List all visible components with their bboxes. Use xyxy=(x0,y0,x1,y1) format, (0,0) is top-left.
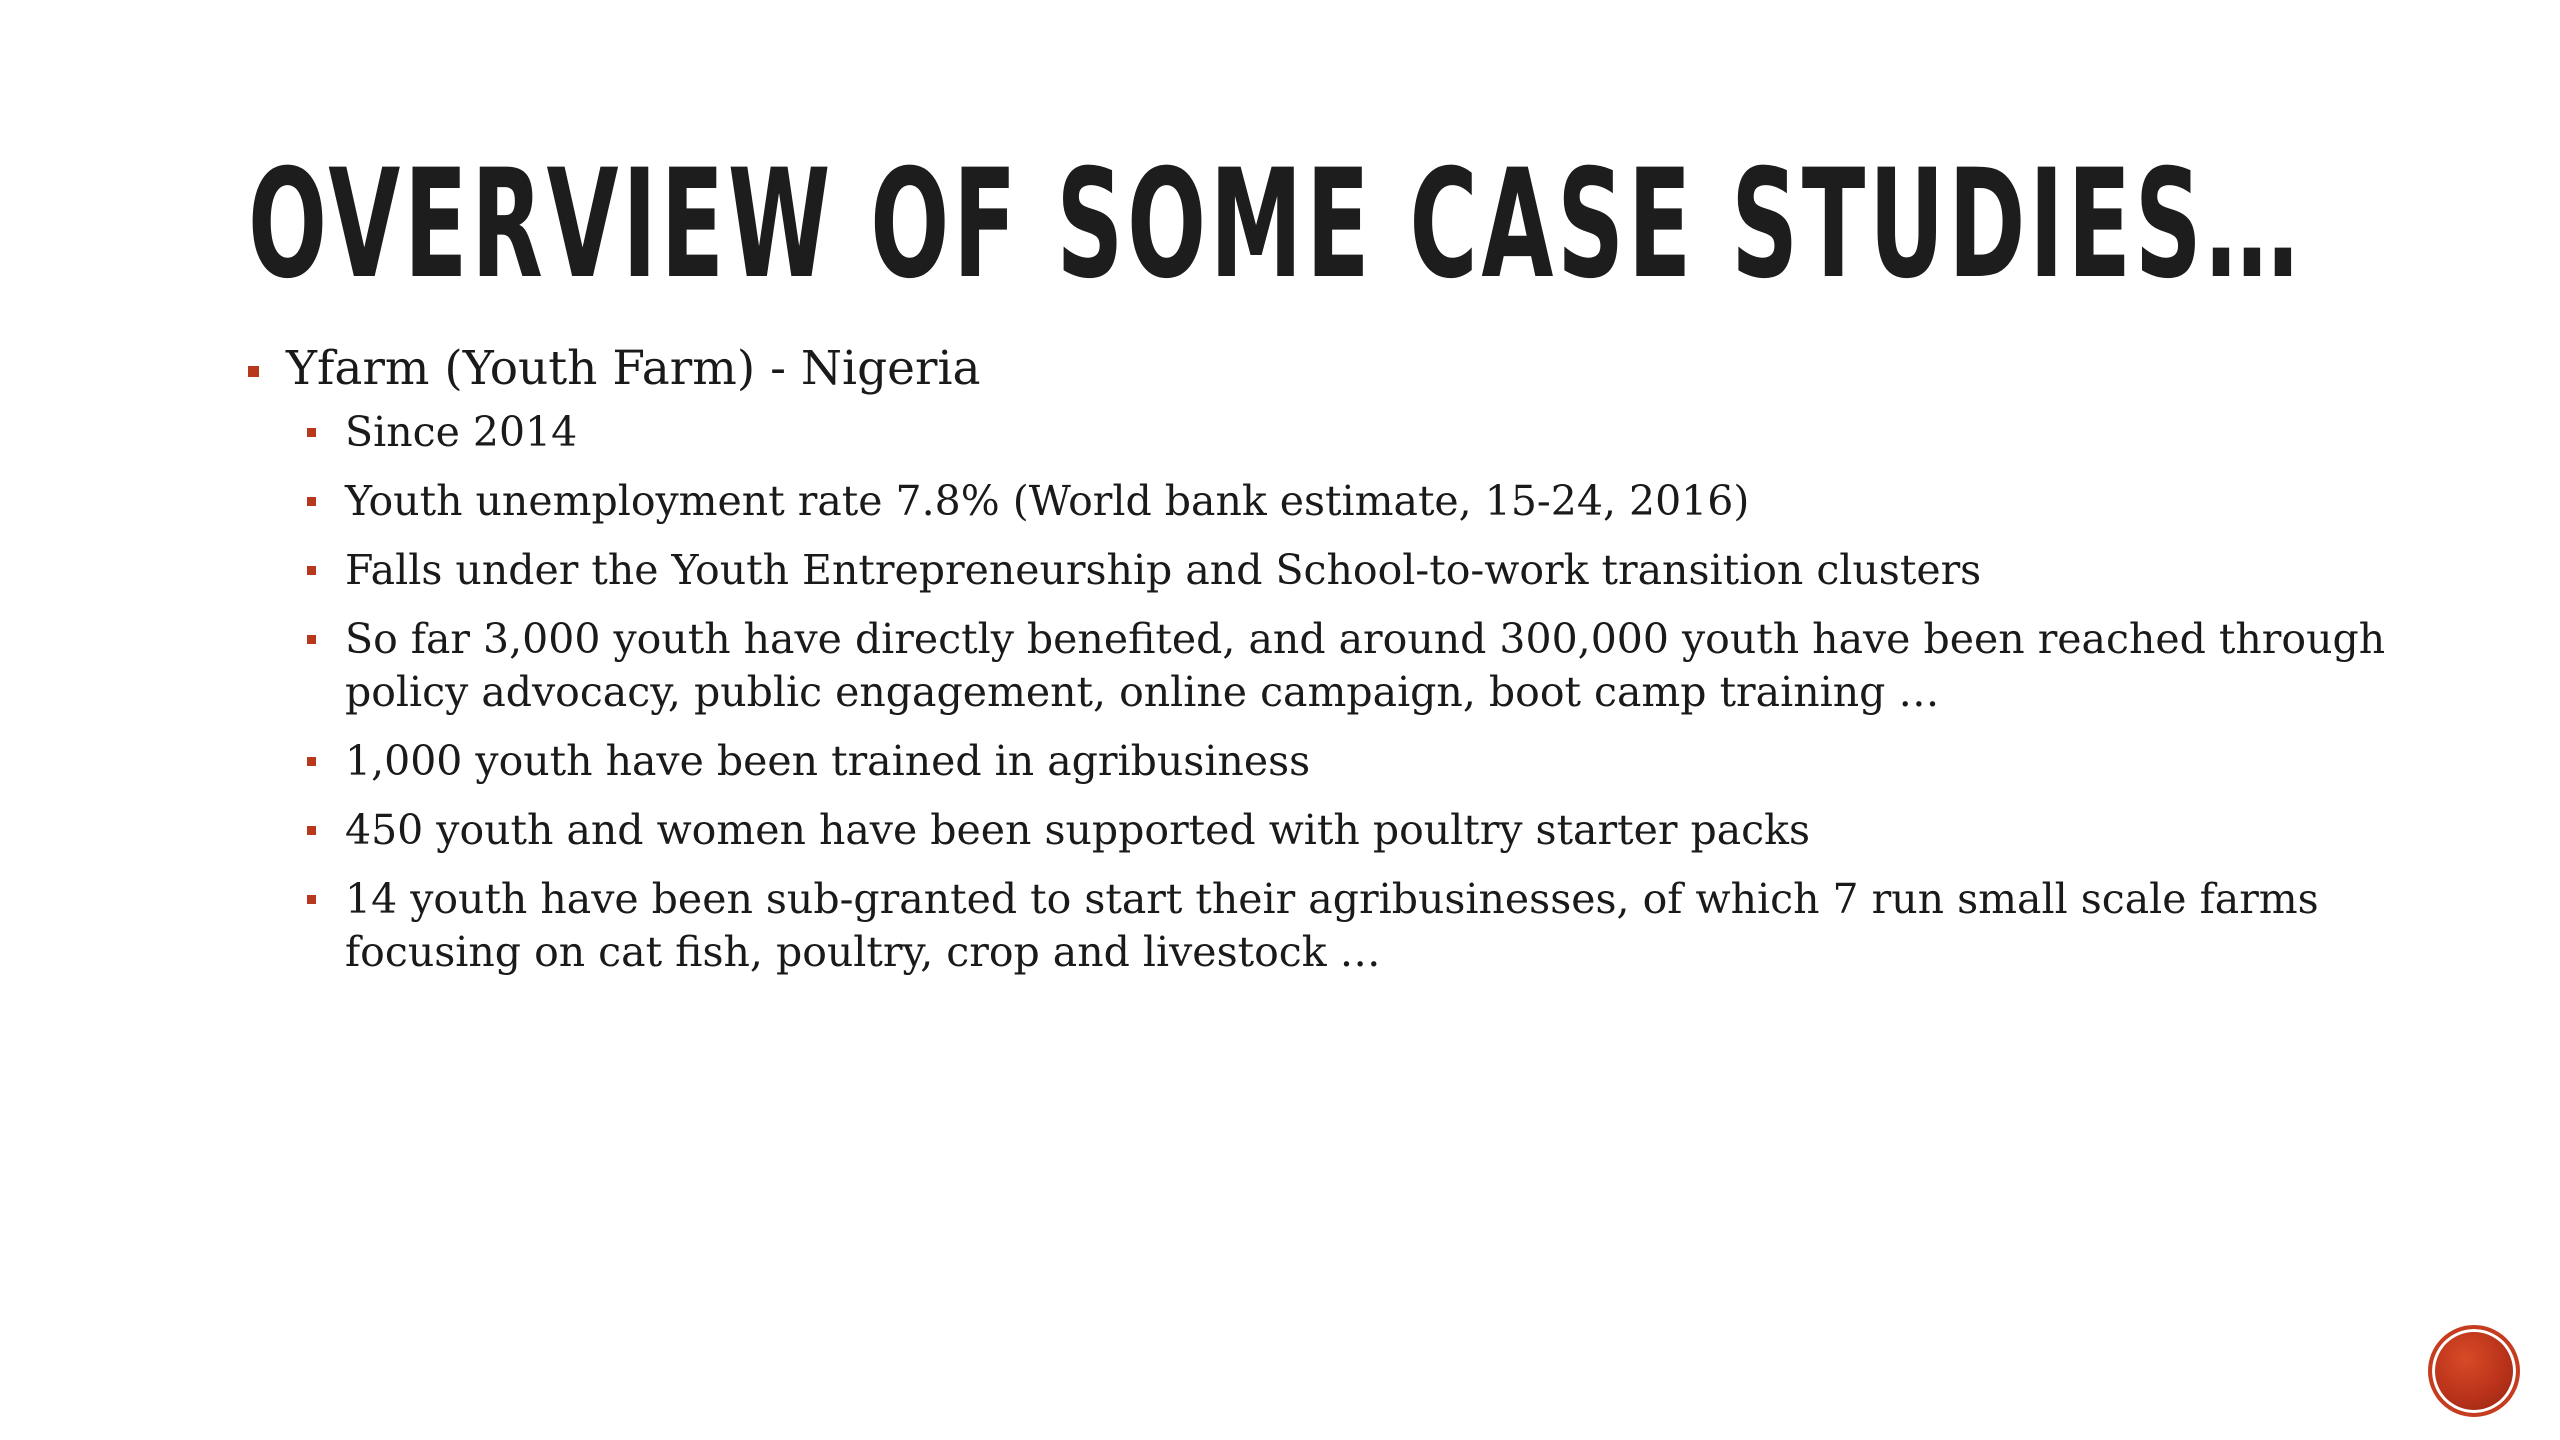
list-item xyxy=(307,735,2448,788)
square-bullet-icon xyxy=(307,497,316,506)
square-bullet-icon xyxy=(307,757,316,766)
list-item xyxy=(307,544,2448,597)
sub-bullet-text: So far 3,000 youth have directly benefited, and around 300,000 youth have been reached through policy advocacy, public engagement, online campaign, boot camp training … xyxy=(345,615,2386,716)
square-bullet-icon xyxy=(307,635,316,644)
square-bullet-icon xyxy=(307,895,316,904)
square-bullet-icon xyxy=(307,428,316,437)
sub-bullet-text: 450 youth and women have been supported with poultry starter packs xyxy=(345,806,1811,854)
list-item xyxy=(307,873,2448,979)
slide-title: OVERVIEW OF SOME CASE STUDIES… xyxy=(248,138,2303,312)
main-bullet-text: Yfarm (Youth Farm) - Nigeria xyxy=(286,341,981,396)
sub-bullet-list xyxy=(286,406,2448,979)
list-item xyxy=(307,804,2448,857)
sub-bullet-text: Since 2014 xyxy=(345,408,578,456)
circle-nav-icon[interactable] xyxy=(2428,1325,2520,1417)
list-item-yfarm xyxy=(248,340,2448,979)
sub-bullet-text: Youth unemployment rate 7.8% (World bank estimate, 15-24, 2016) xyxy=(345,477,1750,525)
square-bullet-icon xyxy=(307,566,316,575)
list-item xyxy=(307,475,2448,528)
bullet-list xyxy=(248,340,2448,979)
slide-content xyxy=(248,340,2448,995)
sub-bullet-text: Falls under the Youth Entrepreneurship and School-to-work transition clusters xyxy=(345,546,1982,594)
square-bullet-icon xyxy=(307,826,316,835)
sub-bullet-text: 1,000 youth have been trained in agribusiness xyxy=(345,737,1311,785)
list-item xyxy=(307,613,2448,719)
square-bullet-icon xyxy=(248,366,259,377)
list-item xyxy=(307,406,2448,459)
sub-bullet-text: 14 youth have been sub-granted to start their agribusinesses, of which 7 run small scale farms focusing on cat fish, poultry, crop and livestock … xyxy=(345,875,2319,976)
